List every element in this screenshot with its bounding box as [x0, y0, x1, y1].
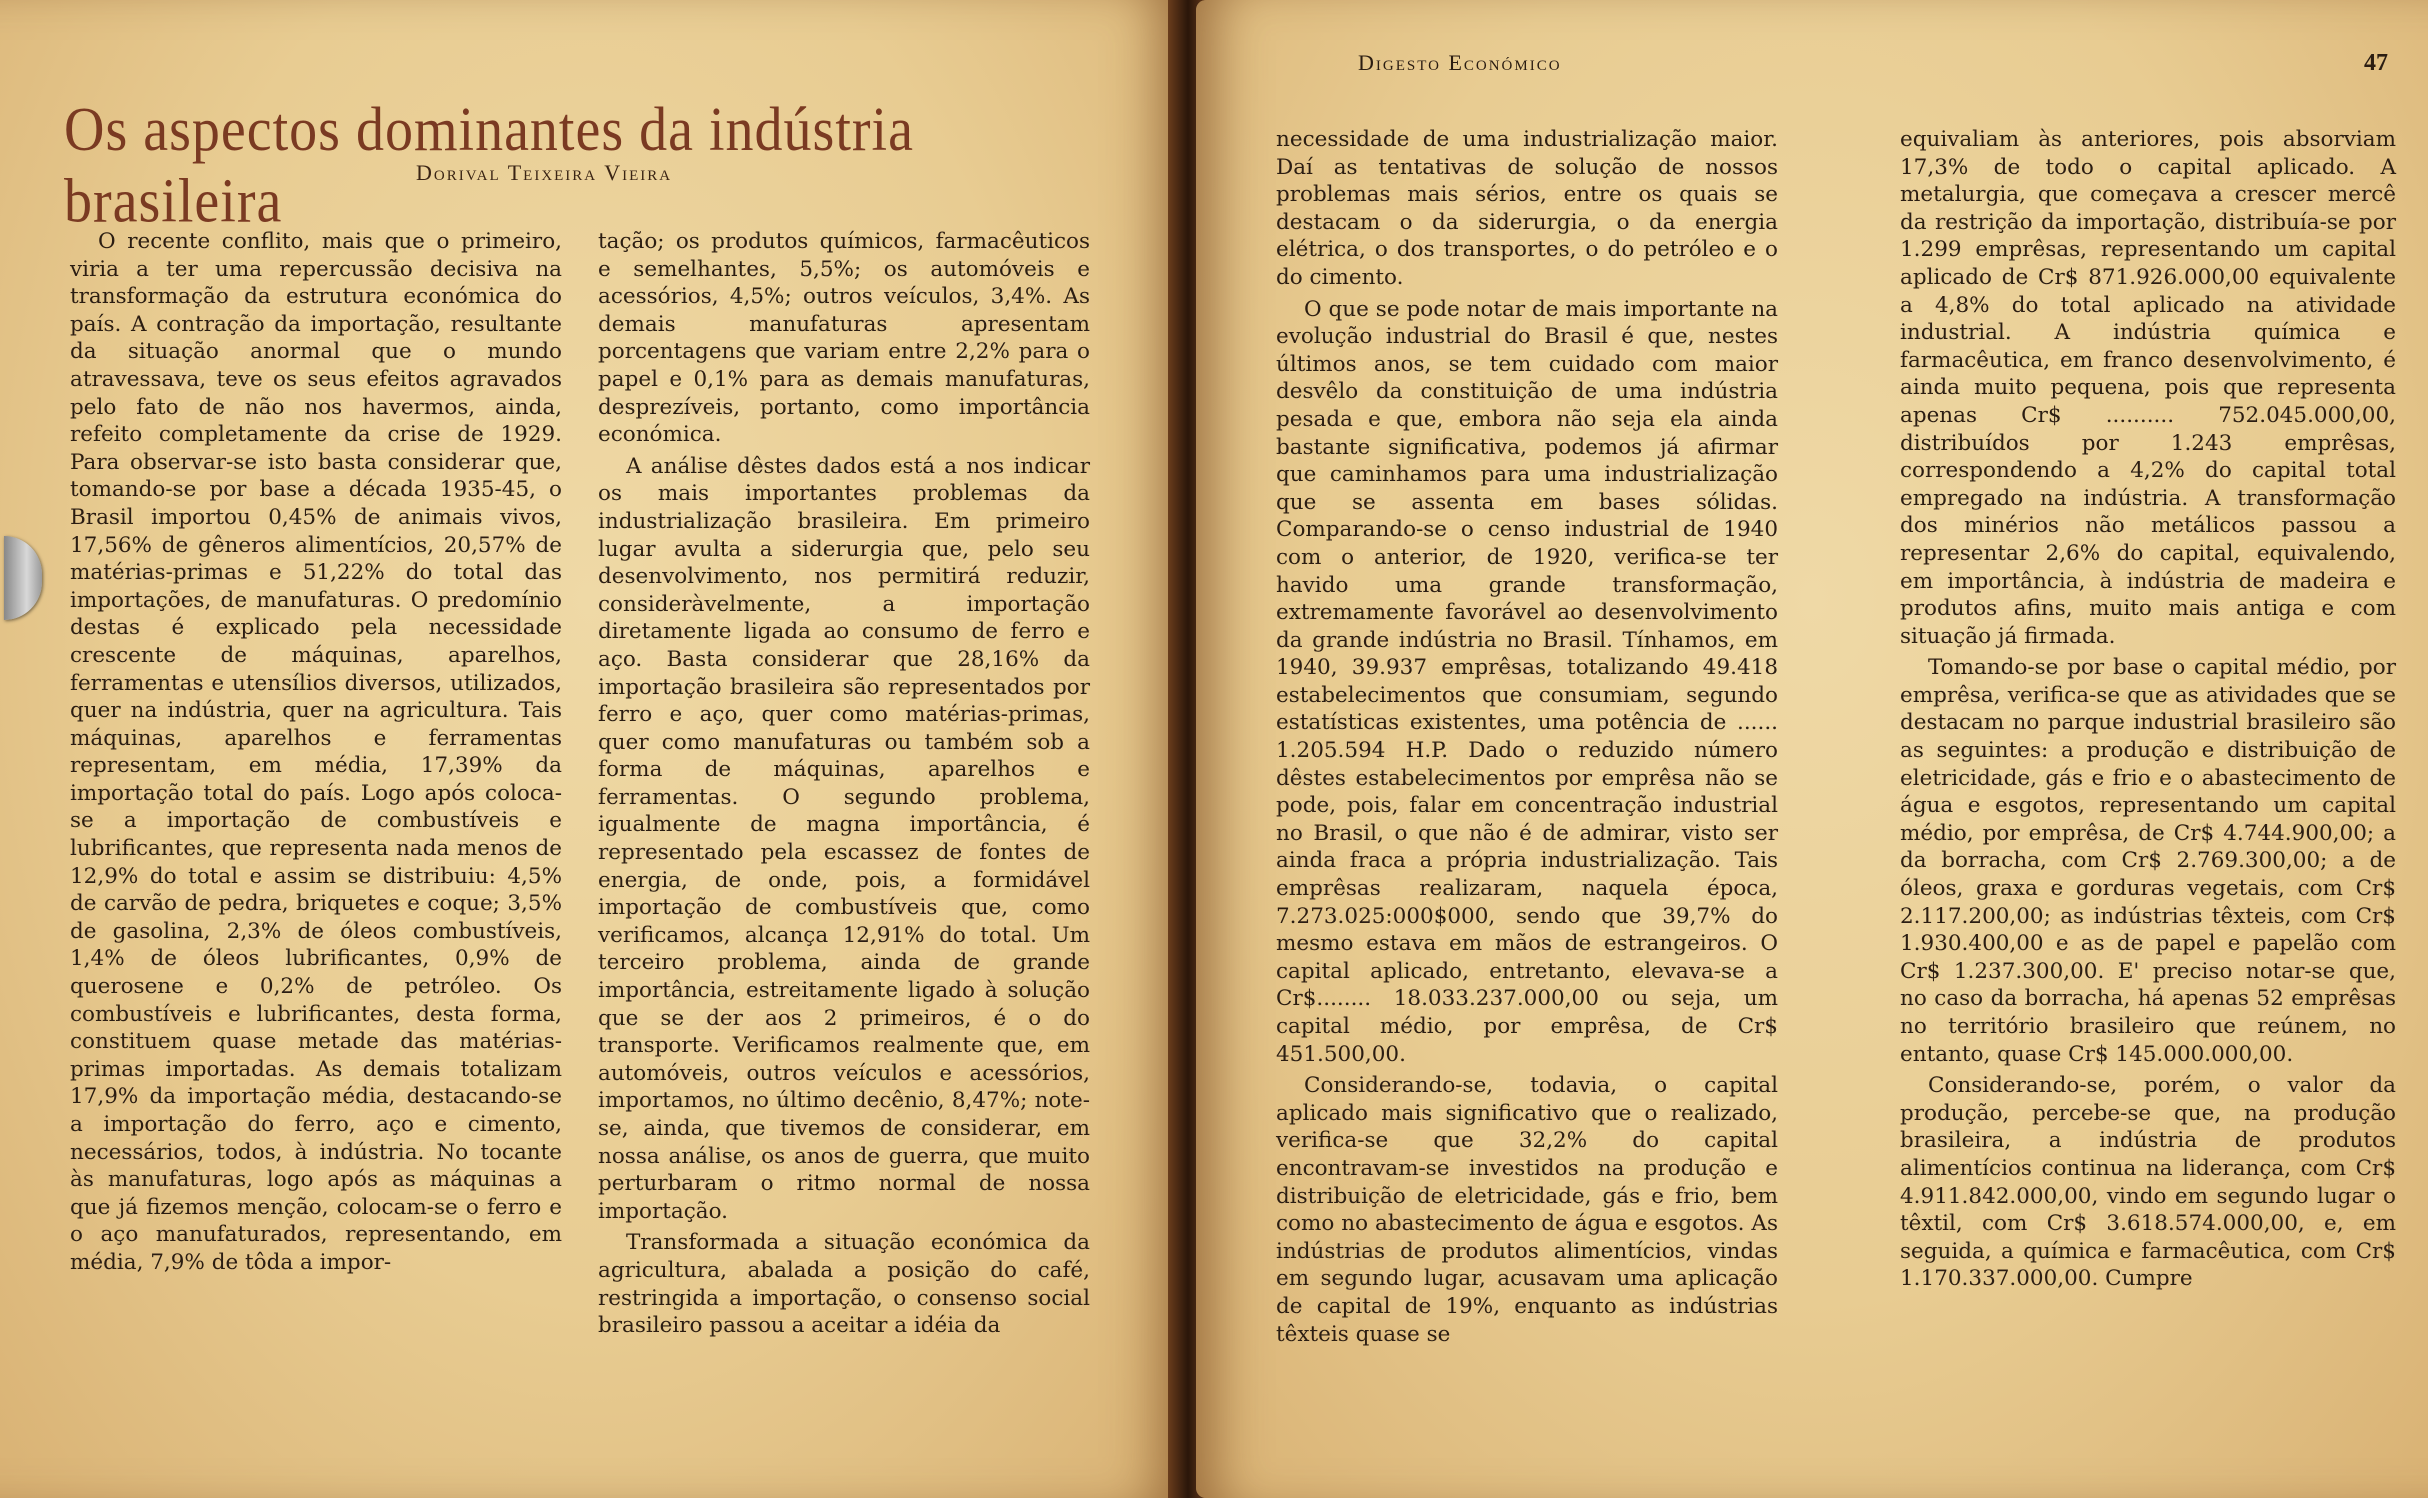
page-number: 47: [2364, 50, 2388, 76]
article-author: Dorival Teixeira Vieira: [416, 160, 673, 185]
paragraph: Considerando-se, todavia, o capital aplicado mais significativo que o realizado, verifica-se que 32,2% do capital encontravam-se investidos na produção e distribuição de eletricidade, gás e frio, bem como no abastecimento de água e esgotos. As indústrias de produtos alimentícios, vindas em segundo lugar, acusavam uma aplicação de capital de 19%, enquanto as indústrias têxteis quase se: [1276, 1073, 1778, 1347]
paragraph: equivaliam às anteriores, pois absorviam 17,3% de todo o capital aplicado. A metalurgia, que começava a crescer mercê da restrição da importação, distribuía-se por 1.299 emprêsas, representando um capital aplicado de Cr$ 871.926.000,00 equivalente a 4,8% do total aplicado na atividade industrial. A indústria química e farmacêutica, em franco desenvolvimento, é ainda muito pequena, pois que representa apenas Cr$ .......... 752.045.000,00, distribuídos por 1.243 emprêsas, correspondendo a 4,2% do capital total empregado na indústria. A transformação dos minérios não metálicos passou a representar 2,6% do capital, equivalendo, em importância, à indústria de madeira e produtos afins, muito mais antiga e com situação já firmada.: [1900, 127, 2396, 649]
left-page: [0, 0, 1178, 1498]
paragraph: Tomando-se por base o capital médio, por emprêsa, verifica-se que as atividades que se destacam no parque industrial brasileiro são as seguintes: a produção e distribuição de eletricidade, gás e frio e o abastecimento de água e esgotos, representando um capital médio, por emprêsa, de Cr$ 4.744.900,00; a da borracha, com Cr$ 2.769.300,00; a de óleos, graxa e gorduras vegetais, com Cr$ 2.117.200,00; as indústrias têxteis, com Cr$ 1.930.400,00 e as de papel e papelão com Cr$ 1.237.300,00. E' preciso notar-se que, no caso da borracha, há apenas 52 emprêsas no território brasileiro que reúnem, no entanto, quase Cr$ 145.000.000,00.: [1900, 655, 2396, 1067]
text-column-2: [598, 228, 1090, 1340]
paragraph: necessidade de uma industrialização maior. Daí as tentativas de solução de nossos problemas mais sérios, entre os quais se destacam o da siderurgia, o da energia elétrica, o dos transportes, o do petróleo e o do cimento.: [1276, 127, 1778, 290]
text-column-3: [1276, 126, 1778, 1348]
text-column-1: [70, 228, 562, 1277]
paragraph: O recente conflito, mais que o primeiro, viria a ter uma repercussão decisiva na transformação da estrutura económica do país. A contração da importação, resultante da situação anormal que o mundo atravessava, teve os seus efeitos agravados pelo fato de não nos havermos, ainda, refeito completamente da crise de 1929. Para observar-se isto basta considerar que, tomando-se por base a década 1935-45, o Brasil importou 0,45% de animais vivos, 17,56% de gêneros alimentícios, 20,57% de matérias-primas e 51,22% do total das importações, de manufaturas. O predomínio destas é explicado pela necessidade crescente de máquinas, aparelhos, ferramentas e utensílios diversos, utilizados, quer na indústria, quer na agricultura. Tais máquinas, aparelhos e ferramentas representam, em média, 17,39% da importação total do país. Logo após coloca-se a importação de combustíveis e lubrificantes, que representa nada menos de 12,9% do total e assim se distribuiu: 4,5% de carvão de pedra, briquetes e coque; 3,5% de gasolina, 2,3% de óleos combustíveis, 1,4% de óleos lubrificantes, 0,9% de querosene e 0,2% de petróleo. Os combustíveis e lubrificantes, desta forma, constituem quase metade das matérias-primas importadas. As demais totalizam 17,9% da importação média, destacando-se a importação do ferro, aço e cimento, necessários, todos, à indústria. No tocante às manufaturas, logo após as máquinas a que já fizemos menção, colocam-se o ferro e o aço manufaturados, representando, em média, 7,9% de tôda a impor-: [70, 229, 562, 1275]
paragraph: Considerando-se, porém, o valor da produção, percebe-se que, na produção brasileira, a indústria de produtos alimentícios continua na liderança, com Cr$ 4.911.842.000,00, vindo em segundo lugar o têxtil, com Cr$ 3.618.574.000,00, e, em seguida, a química e farmacêutica, com Cr$ 1.170.337.000,00. Cumpre: [1900, 1073, 2396, 1292]
running-head: Digesto Económico: [1358, 50, 1562, 75]
right-page: [1196, 0, 2428, 1498]
paragraph: A análise dêstes dados está a nos indicar os mais importantes problemas da industrialização brasileira. Em primeiro lugar avulta a siderurgia que, pelo seu desenvolvimento, nos permitirá reduzir, consideràvelmente, a importação diretamente ligada ao consumo de ferro e aço. Basta considerar que 28,16% da importação brasileira são representados por ferro e aço, quer como matérias-primas, quer como manufaturas ou também sob a forma de máquinas, aparelhos e ferramentas. O segundo problema, igualmente de magna importância, é representado pela escassez de fontes de energia, de onde, pois, a formidável importação de combustíveis que, como verificamos, alcança 12,91% do total. Um terceiro problema, ainda de grande importância, estreitamente ligado à solução que se der aos 2 primeiros, é o do transporte. Verificamos realmente que, em automóveis, outros veículos e acessórios, importamos, no último decênio, 8,47%; note-se, ainda, que tivemos de considerar, em nossa análise, os anos de guerra, que muito perturbaram o ritmo normal de nossa importação.: [598, 453, 1090, 1224]
paragraph: O que se pode notar de mais importante na evolução industrial do Brasil é que, nestes últimos anos, se tem cuidado com maior desvêlo da constituição de uma indústria pesada e que, embora não seja ela ainda bastante significativa, podemos já afirmar que caminhamos para uma industrialização que se assenta em bases sólidas. Comparando-se o censo industrial de 1940 com o anterior, de 1920, verifica-se ter havido uma grande transformação, extremamente favorável ao desenvolvimento da grande indústria no Brasil. Tínhamos, em 1940, 39.937 emprêsas, totalizando 49.418 estabelecimentos que consumiam, segundo estatísticas existentes, uma potência de ...... 1.205.594 H.P. Dado o reduzido número dêstes estabelecimentos por emprêsa não se pode, pois, falar em concentração industrial no Brasil, o que não é de admirar, visto ser ainda fraca a própria industrialização. Tais emprêsas realizaram, naquela época, 7.273.025:000$000, sendo que 39,7% do mesmo estava em mãos de estrangeiros. O capital aplicado, entretanto, elevava-se a Cr$........ 18.033.237.000,00 ou seja, um capital médio, por emprêsa, de Cr$ 451.500,00.: [1276, 296, 1778, 1067]
paragraph: Transformada a situação económica da agricultura, abalada a posição do café, restringida a importação, o consenso social brasileiro passou a aceitar a idéia da: [598, 1230, 1090, 1339]
article-title: Os aspectos dominantes da indústria brasileira: [64, 95, 914, 237]
metal-clip: [4, 536, 42, 620]
paragraph: tação; os produtos químicos, farmacêuticos e semelhantes, 5,5%; os automóveis e acessórios, 4,5%; outros veículos, 3,4%. As demais manufaturas apresentam porcentagens que variam entre 2,2% para o papel e 0,1% para as demais manufaturas, desprezíveis, portanto, como importância económica.: [598, 229, 1090, 448]
text-column-4: [1900, 126, 2396, 1293]
